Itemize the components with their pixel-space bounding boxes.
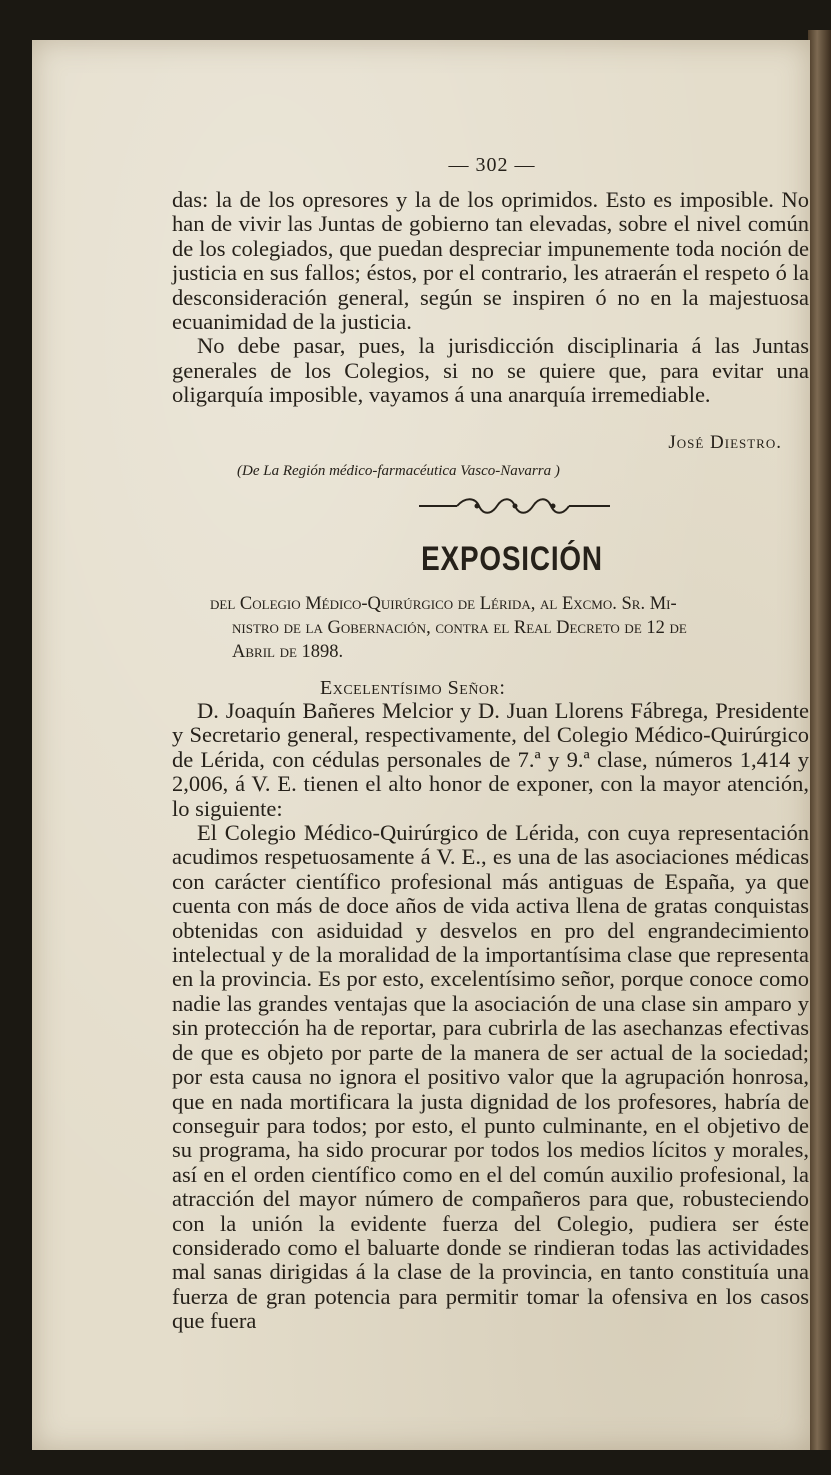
exposition-body — [172, 699, 809, 1334]
subtitle-line: Abril de 1898. — [232, 642, 344, 662]
book-page — [32, 40, 810, 1450]
exposition-paragraph-1: D. Joaquín Bañeres Melcior y D. Juan Llorens Fábrega, Presidente y Secretario general, respectivamente, del Colegio Médico-Quirúrgico de Lérida, con cédulas personales de 7.ª y 9.ª clase, números 1,414 y 2,006, á V. E. tienen el alto honor de exponer, con la mayor atención, lo siguiente: — [172, 698, 809, 821]
author-signature: José Diestro. — [668, 432, 782, 453]
subtitle-line: nistro de la Gobernación, contra el Real Decreto de 12 de — [232, 618, 687, 638]
page-number: — 302 — — [448, 154, 536, 176]
subtitle-line: del Colegio Médico-Quirúrgico de Lérida, al Excmo. Sr. Mi- — [210, 594, 677, 614]
source-citation: (De La Región médico-farmacéutica Vasco-Navarra ) — [237, 463, 560, 479]
book-edge — [808, 30, 831, 1450]
exposition-paragraph-2: El Colegio Médico-Quirúrgico de Lérida, con cuya representación acudimos respetuosamente á V. E., es una de las asociaciones médicas con carácter científico profesional más antiguas de España, ya que cuenta con más de doce años de vida activa llena de gratas conquistas obtenidas con asiduidad y desvelos en pro del engrandecimiento intelectual y de la moralidad de la importantísima clase que representa en la provincia. Es por esto, excelentísimo señor, porque conoce como nadie las grandes ventajas que la asociación de una clase sin amparo y sin protección ha de reportar, para cubrirla de las asechanzas efectivas de que es objeto por parte de la manera de ser actual de la sociedad; por esta causa no ignora el positivo valor que la agrupación honrosa, que en nada mortificara la justa dignidad de los profesores, habría de conseguir para todos; por esto, el punto culminante, en el objetivo de su programa, ha sido procurar por todos los medios lícitos y morales, así en el orden científico como en el del común auxilio profesional, la atracción del mayor número de compañeros para que, robusteciendo con la unión la evidente fuerza del Colegio, pudiera ser éste considerado como el baluarte donde se rindieran todas las actividades mal sanas dirigidas á la clase de la provincia, en tanto constituía una fuerza de gran potencia para permitir tomar la ofensiva en los casos que fuera — [172, 820, 809, 1334]
ornament-divider-icon — [417, 495, 612, 517]
section-subtitle — [210, 592, 810, 664]
section-title: EXPOSICIÓN — [421, 540, 603, 578]
continuation-paragraph-1: das: la de los opresores y la de los oprimidos. Esto es imposible. No han de vivir las Juntas de gobierno tan elevadas, sobre el nivel común de los colegiados, que puedan despreciar impunemente toda noción de justicia en sus fallos; éstos, por el contrario, les atraerán el respeto ó la desconsideración general, según se inspiren ó no en la majestuosa ecuanimidad de la justicia. — [172, 187, 809, 335]
salutation: Excelentísimo Señor: — [320, 677, 506, 699]
continuation-paragraph-2: No debe pasar, pues, la jurisdicción disciplinaria á las Juntas generales de los Colegios, si no se quiere que, para evitar una oligarquía imposible, vayamos á una anarquía irremediable. — [172, 333, 809, 408]
continuation-text — [172, 188, 809, 408]
